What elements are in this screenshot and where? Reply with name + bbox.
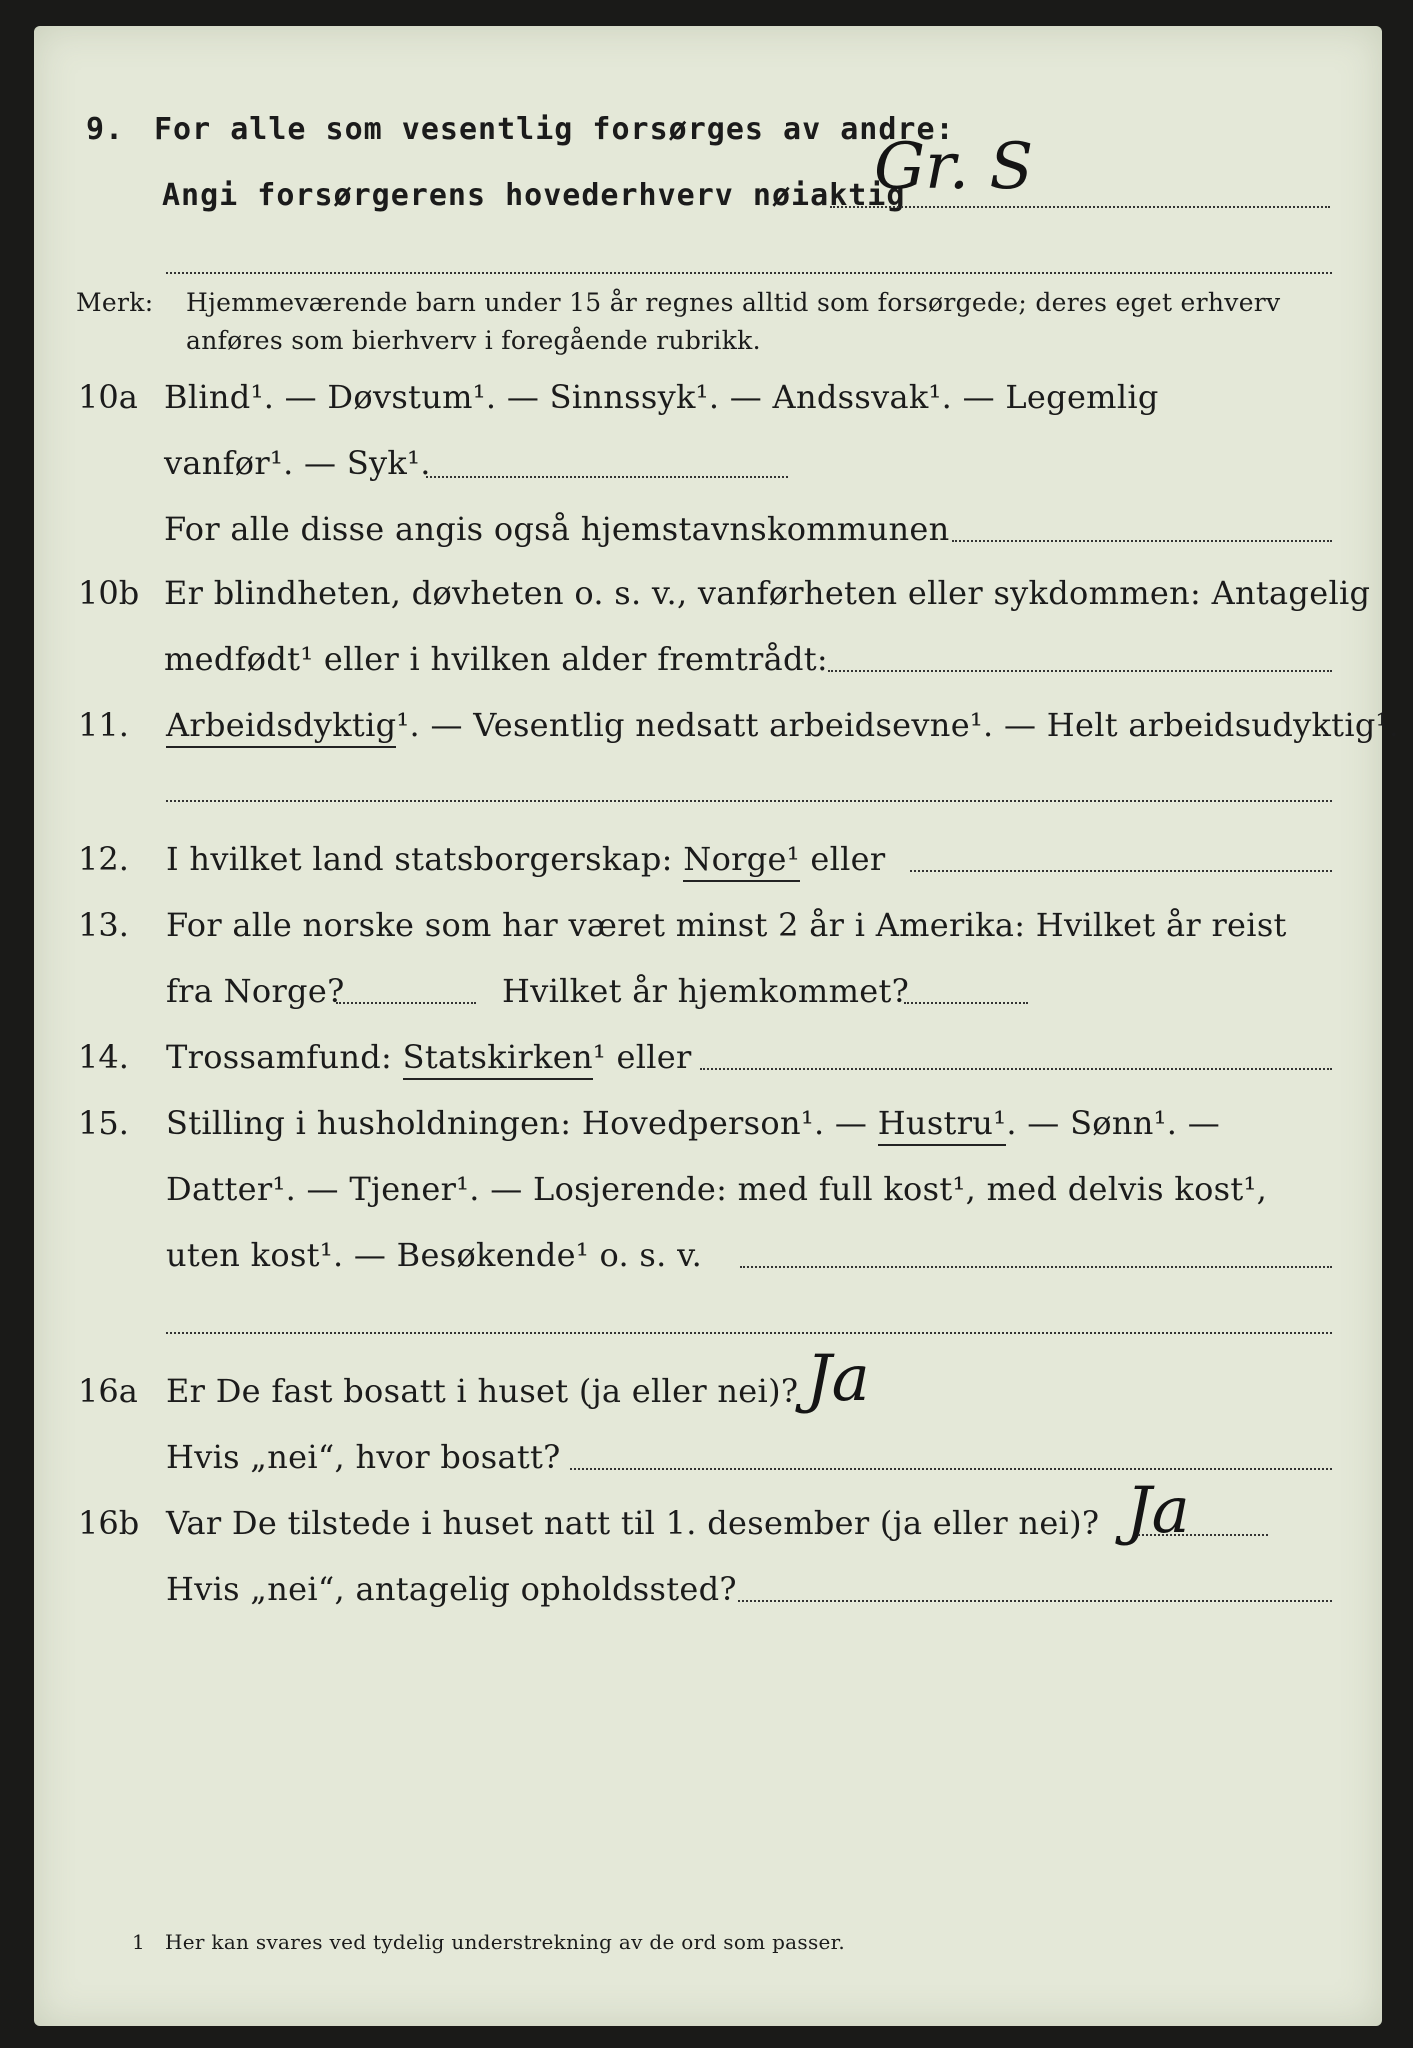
q16a-bosatt-line xyxy=(570,1468,1332,1470)
q13-number: 13. xyxy=(78,906,129,944)
census-form-sheet xyxy=(34,26,1400,2026)
q11-rest: ¹. — Vesentlig nedsatt arbeidsevne¹. — Helt arbeidsudyktig¹. xyxy=(396,706,1400,744)
q14-statskirken-underlined: Statskirken xyxy=(403,1038,593,1080)
q13-hjemkommet-line xyxy=(904,1002,1028,1004)
q10b-line2: medfødt¹ eller i hvilken alder fremtrådt: xyxy=(164,640,828,678)
q10a-line2: vanfør¹. — Syk¹. xyxy=(164,444,431,482)
q14-post: ¹ eller xyxy=(592,1038,692,1076)
q11-number: 11. xyxy=(78,706,129,744)
q13-line2b: Hvilket år hjemkommet? xyxy=(502,972,910,1010)
q14-answer-line xyxy=(700,1068,1332,1070)
q15-answer-line xyxy=(740,1266,1332,1268)
q16b-opholdssted-line xyxy=(738,1600,1332,1602)
q11-answer-line xyxy=(166,800,1332,802)
q16b-answer-line xyxy=(1138,1534,1268,1536)
q10a-line3: For alle disse angis også hjemstavnskommunen xyxy=(164,510,950,548)
q15-line1 xyxy=(166,1104,1220,1142)
q10b-line1: Er blindheten, døvheten o. s. v., vanførheten eller sykdommen: Antagelig xyxy=(164,574,1371,612)
q14-pre: Trossamfund: xyxy=(166,1038,393,1076)
merk-line1: Hjemmeværende barn under 15 år regnes alltid som forsørgede; deres eget erhverv xyxy=(186,288,1281,317)
q15-line2: Datter¹. — Tjener¹. — Losjerende: med full kost¹, med delvis kost¹, xyxy=(166,1170,1268,1208)
q10a-line1: Blind¹. — Døvstum¹. — Sinnssyk¹. — Andssvak¹. — Legemlig xyxy=(164,378,1159,416)
q12-answer-line xyxy=(910,870,1332,872)
q16a-line2: Hvis „nei“, hvor bosatt? xyxy=(166,1438,561,1476)
q10b-number: 10b xyxy=(78,574,140,612)
q15-hustru-underlined: Hustru¹ xyxy=(878,1104,1007,1146)
merk-label: Merk: xyxy=(76,288,154,317)
q16a-handwritten-answer: Ja xyxy=(806,1342,870,1416)
q16b-number: 16b xyxy=(78,1504,140,1542)
q9-number: 9. xyxy=(86,112,125,147)
q12-line xyxy=(166,840,886,878)
q15-number: 15. xyxy=(78,1104,129,1142)
q12-post: eller xyxy=(810,840,886,878)
q9-answer-line xyxy=(830,206,1330,208)
q14-line xyxy=(166,1038,692,1076)
q9-extra-line xyxy=(166,272,1332,274)
q16b-line1: Var De tilstede i huset natt til 1. desember (ja eller nei)? xyxy=(166,1504,1100,1542)
q12-pre: I hvilket land statsborgerskap: xyxy=(166,840,673,878)
q12-number: 12. xyxy=(78,840,129,878)
q10a-hjemstavn-line xyxy=(952,540,1332,542)
q12-norge-underlined: Norge¹ xyxy=(683,840,800,882)
q11-line xyxy=(166,706,1399,744)
q16a-line1: Er De fast bosatt i huset (ja eller nei)? xyxy=(166,1372,799,1410)
footnote xyxy=(132,1930,845,1954)
q15-line1b: . — Sønn¹. — xyxy=(1006,1104,1221,1142)
q10a-number: 10a xyxy=(78,378,138,416)
q10a-syk-line xyxy=(426,476,788,478)
q13-line1: For alle norske som har været minst 2 år i Amerika: Hvilket år reist xyxy=(166,906,1287,944)
q15-line1a: Stilling i husholdningen: Hovedperson¹. — xyxy=(166,1104,868,1142)
q13-line2a: fra Norge? xyxy=(166,972,345,1010)
merk-line2: anføres som bierhverv i foregående rubrikk. xyxy=(186,326,761,355)
q16b-line2: Hvis „nei“, antagelig opholdssted? xyxy=(166,1570,737,1608)
footnote-mark: 1 xyxy=(132,1930,146,1954)
q16b-handwritten-answer: Ja xyxy=(1126,1474,1190,1548)
q15-line3: uten kost¹. — Besøkende¹ o. s. v. xyxy=(166,1236,703,1274)
q9-line2: Angi forsørgerens hovederhverv nøiaktig xyxy=(162,178,906,213)
q13-reist-line xyxy=(336,1002,476,1004)
q10b-answer-line xyxy=(828,670,1332,672)
footnote-text: Her kan svares ved tydelig understrekning av de ord som passer. xyxy=(165,1930,845,1954)
q9-handwritten-answer: Gr. S xyxy=(874,130,1034,204)
q14-number: 14. xyxy=(78,1038,129,1076)
q15-extra-line xyxy=(166,1332,1332,1334)
q9-line1: For alle som vesentlig forsørges av andre: xyxy=(154,112,955,147)
q11-arbeidsdyktig-underlined: Arbeidsdyktig xyxy=(166,706,396,748)
q16a-number: 16a xyxy=(78,1372,138,1410)
